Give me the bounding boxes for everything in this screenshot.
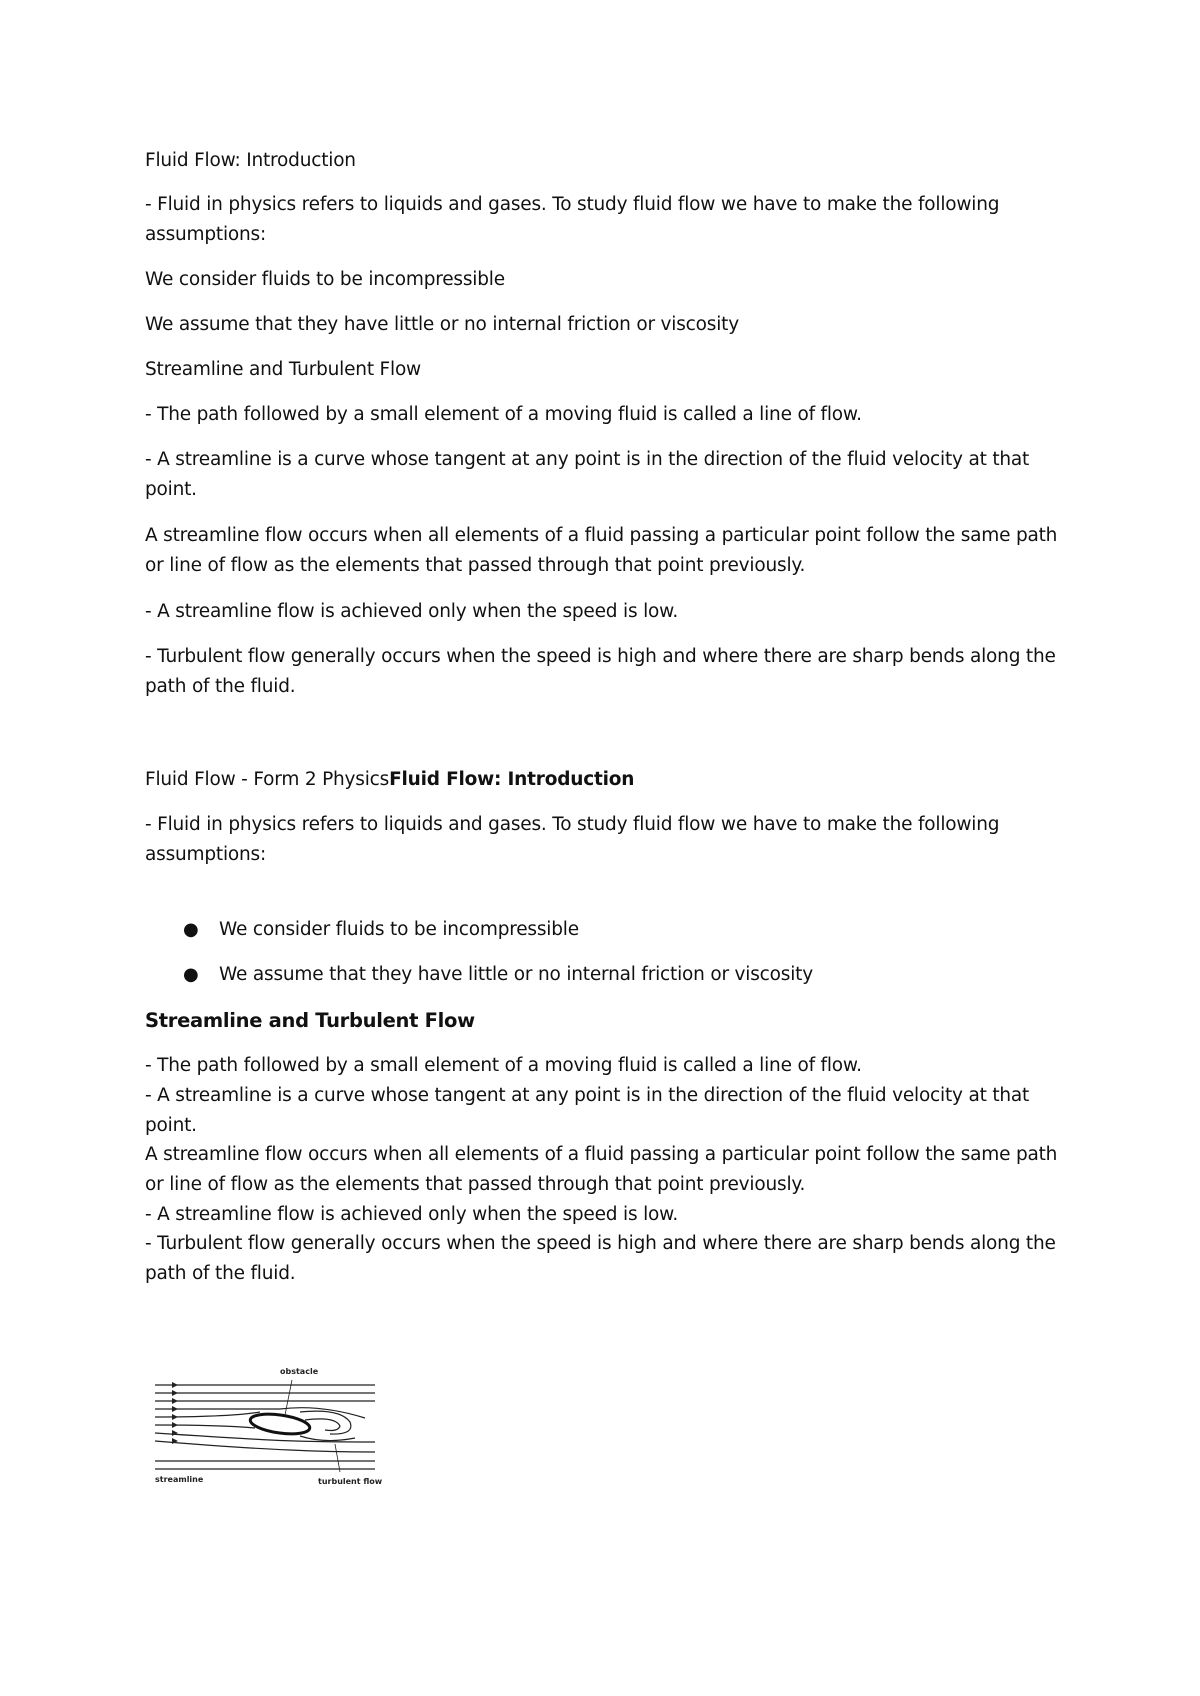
paragraph: - A streamline is a curve whose tangent at any point is in the direction of the fluid velocity at that point. xyxy=(145,449,1030,500)
paragraph: We consider fluids to be incompressible xyxy=(145,269,505,290)
paragraph: - Fluid in physics refers to liquids and gases. To study fluid flow we have to make the following assumptions: xyxy=(145,194,1000,245)
document-page: Fluid Flow: Introduction - Fluid in physics refers to liquids and gases. To study fluid flow we have to make the following assumptions: We consider fluids to be incompressible We assume that they have little or no internal friction or viscosity Streamline and Turbulent Flow - The path followed by a small element of a moving fluid is called a line of flow. - A streamline is a curve whose tangent at any point is in the direction of the fluid velocity at that point. A streamline flow occurs when all elements of a fluid passing a particular point follow the same path or line of flow as the elements that passed through that point previously. - A streamline flow is achieved only when the speed is low. - Turbulent flow generally occurs when the speed is high and where there are sharp bends along the path of the fluid. Fluid Flow - Form 2 PhysicsFluid Flow: Introduction - Fluid in physics refers to liquids and gases. To study fluid flow we have to make the following assumptions: ● We consider fluids to be incompressible ● We assume that they have little or no internal friction or viscosity Streamline and Turbulent Flow - The path followed by a small element of a moving fluid is called a line of flow. - A streamline is a curve whose tangent at any point is in the direction of the fluid velocity at that point. A streamline flow occurs when all elements of a fluid passing a particular point follow the same path or line of flow as the elements that passed through that point previously. - A streamline flow is achieved only when the speed is low. - Turbulent flow generally occurs when the speed is high and where there are sharp bends along the path of the fluid. obstacle streamline turbulent flow xyxy=(0,0,1200,1696)
title-prefix: Fluid Flow - Form 2 Physics xyxy=(145,769,390,790)
paragraph: A streamline flow occurs when all elements of a fluid passing a particular point follow the same path or line of flow as the elements that passed through that point previously. xyxy=(145,525,1058,576)
obstacle-shape xyxy=(249,1411,311,1437)
paragraph: - A streamline flow is achieved only when the speed is low. xyxy=(145,1204,679,1225)
title-bold: Fluid Flow: Introduction xyxy=(389,769,635,790)
subsection-title: Streamline and Turbulent Flow xyxy=(145,359,421,380)
paragraph: A streamline flow occurs when all elements of a fluid passing a particular point follow the same path or line of flow as the elements that passed through that point previously. xyxy=(145,1144,1058,1195)
paragraph: - The path followed by a small element of a moving fluid is called a line of flow. xyxy=(145,404,862,425)
streamline-label: streamline xyxy=(155,1475,204,1484)
streamlines xyxy=(155,1385,375,1469)
paragraph: We assume that they have little or no internal friction or viscosity xyxy=(145,314,739,335)
paragraph: - Turbulent flow generally occurs when the speed is high and where there are sharp bends along the path of the fluid. xyxy=(145,1233,1056,1284)
paragraph: - Turbulent flow generally occurs when the speed is high and where there are sharp bends along the path of the fluid. xyxy=(145,646,1056,697)
bullet-icon: ● xyxy=(183,964,199,985)
paragraph: - The path followed by a small element of a moving fluid is called a line of flow. xyxy=(145,1055,862,1076)
paragraph: - A streamline flow is achieved only when the speed is low. xyxy=(145,601,679,622)
section-title xyxy=(145,765,1065,795)
subsection-heading: Streamline and Turbulent Flow xyxy=(145,1009,475,1032)
paragraph: - A streamline is a curve whose tangent at any point is in the direction of the fluid velocity at that point. xyxy=(145,1085,1030,1136)
section-title: Fluid Flow: Introduction xyxy=(145,150,356,171)
bullet-icon: ● xyxy=(183,919,199,940)
turbulent-flow-label: turbulent flow xyxy=(318,1477,383,1485)
obstacle-label: obstacle xyxy=(280,1367,319,1376)
paragraph: - Fluid in physics refers to liquids and gases. To study fluid flow we have to make the following assumptions: xyxy=(145,814,1000,865)
flow-diagram xyxy=(150,1360,390,1485)
